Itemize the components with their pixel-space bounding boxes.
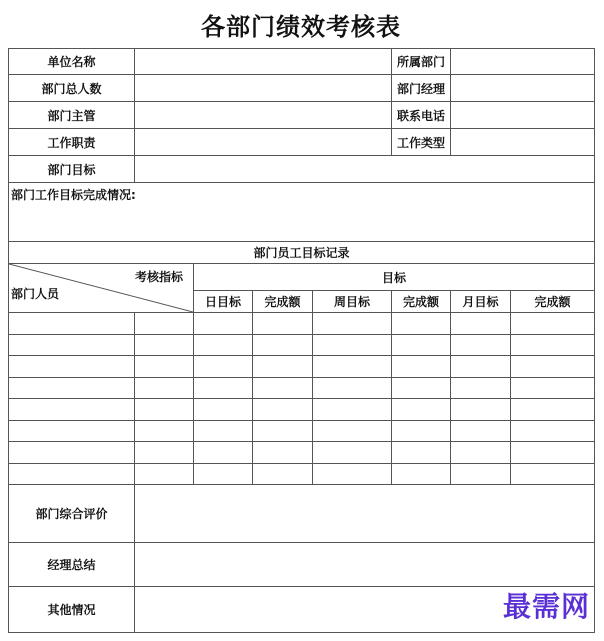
evaluation-table xyxy=(8,48,595,633)
label-manager: 部门经理 xyxy=(392,75,451,102)
record-cell[interactable] xyxy=(253,334,313,356)
label-work-type: 工作类型 xyxy=(392,129,451,156)
record-cell[interactable] xyxy=(9,334,135,356)
record-cell[interactable] xyxy=(511,463,595,485)
record-cell[interactable] xyxy=(313,420,392,442)
col-month-done: 完成额 xyxy=(511,291,595,313)
record-cell[interactable] xyxy=(9,399,135,421)
record-cell[interactable] xyxy=(194,377,253,399)
record-cell[interactable] xyxy=(511,377,595,399)
record-cell[interactable] xyxy=(392,313,451,335)
col-month-target: 月目标 xyxy=(451,291,511,313)
record-cell[interactable] xyxy=(194,313,253,335)
record-cell[interactable] xyxy=(392,420,451,442)
record-cell[interactable] xyxy=(392,463,451,485)
value-dept[interactable] xyxy=(451,49,595,75)
record-cell[interactable] xyxy=(392,442,451,464)
record-cell[interactable] xyxy=(511,399,595,421)
record-cell[interactable] xyxy=(253,313,313,335)
record-cell[interactable] xyxy=(511,442,595,464)
record-cell[interactable] xyxy=(253,399,313,421)
record-cell[interactable] xyxy=(135,399,194,421)
record-cell[interactable] xyxy=(194,463,253,485)
label-supervisor: 部门主管 xyxy=(9,102,135,129)
record-cell[interactable] xyxy=(451,334,511,356)
record-cell[interactable] xyxy=(9,377,135,399)
record-cell[interactable] xyxy=(9,463,135,485)
table-row xyxy=(9,313,595,335)
completion-section[interactable] xyxy=(9,183,595,242)
record-cell[interactable] xyxy=(392,377,451,399)
watermark-logo: 最需网 xyxy=(502,590,590,623)
record-cell[interactable] xyxy=(392,334,451,356)
table-row xyxy=(9,463,595,485)
record-cell[interactable] xyxy=(135,420,194,442)
label-unit-name: 单位名称 xyxy=(9,49,135,75)
table-row xyxy=(9,334,595,356)
record-cell[interactable] xyxy=(135,463,194,485)
record-cell[interactable] xyxy=(9,313,135,335)
record-cell[interactable] xyxy=(451,442,511,464)
record-cell[interactable] xyxy=(135,356,194,378)
record-header: 部门员工目标记录 xyxy=(9,242,595,264)
record-cell[interactable] xyxy=(313,442,392,464)
record-cell[interactable] xyxy=(9,356,135,378)
record-cell[interactable] xyxy=(511,356,595,378)
diag-bottom-label: 部门人员 xyxy=(11,287,60,301)
record-cell[interactable] xyxy=(253,463,313,485)
record-cell[interactable] xyxy=(511,420,595,442)
record-cell[interactable] xyxy=(313,463,392,485)
label-dept: 所属部门 xyxy=(392,49,451,75)
record-cell[interactable] xyxy=(313,377,392,399)
record-cell[interactable] xyxy=(511,313,595,335)
record-cell[interactable] xyxy=(451,420,511,442)
label-headcount: 部门总人数 xyxy=(9,75,135,102)
record-cell[interactable] xyxy=(194,420,253,442)
value-goal[interactable] xyxy=(135,156,595,183)
record-cell[interactable] xyxy=(194,356,253,378)
record-cell[interactable] xyxy=(135,442,194,464)
record-cell[interactable] xyxy=(313,399,392,421)
record-cell[interactable] xyxy=(451,399,511,421)
diag-top-label: 考核指标 xyxy=(134,270,183,284)
record-cell[interactable] xyxy=(194,399,253,421)
value-headcount[interactable] xyxy=(135,75,392,102)
value-work-type[interactable] xyxy=(451,129,595,156)
record-cell[interactable] xyxy=(253,420,313,442)
record-cell[interactable] xyxy=(9,442,135,464)
record-cell[interactable] xyxy=(253,377,313,399)
table-row xyxy=(9,377,595,399)
col-day-target: 日目标 xyxy=(194,291,253,313)
summary-label: 经理总结 xyxy=(9,543,135,587)
value-unit-name[interactable] xyxy=(135,49,392,75)
value-duty[interactable] xyxy=(135,129,392,156)
label-phone: 联系电话 xyxy=(392,102,451,129)
performance-sheet xyxy=(8,10,594,633)
record-cell[interactable] xyxy=(135,334,194,356)
eval-value[interactable] xyxy=(135,485,595,543)
record-cell[interactable] xyxy=(313,356,392,378)
record-cell[interactable] xyxy=(511,334,595,356)
record-cell[interactable] xyxy=(253,442,313,464)
table-row xyxy=(9,442,595,464)
col-week-target: 周目标 xyxy=(313,291,392,313)
record-cell[interactable] xyxy=(135,377,194,399)
record-cell[interactable] xyxy=(253,356,313,378)
record-cell[interactable] xyxy=(194,334,253,356)
record-cell[interactable] xyxy=(451,313,511,335)
target-header: 目标 xyxy=(194,264,595,291)
record-cell[interactable] xyxy=(392,399,451,421)
table-row xyxy=(9,356,595,378)
sheet-title: 各部门绩效考核表 xyxy=(201,13,401,41)
value-supervisor[interactable] xyxy=(135,102,392,129)
table-row xyxy=(9,420,595,442)
col-day-done: 完成额 xyxy=(253,291,313,313)
record-cell[interactable] xyxy=(313,334,392,356)
col-week-done: 完成额 xyxy=(392,291,451,313)
value-phone[interactable] xyxy=(451,102,595,129)
record-cell[interactable] xyxy=(392,356,451,378)
eval-label: 部门综合评价 xyxy=(9,485,135,543)
diagonal-header xyxy=(9,264,194,313)
record-cell[interactable] xyxy=(9,420,135,442)
summary-value[interactable] xyxy=(135,543,595,587)
completion-label: 部门工作目标完成情况: xyxy=(11,188,136,202)
record-cell[interactable] xyxy=(135,313,194,335)
label-goal: 部门目标 xyxy=(9,156,135,183)
other-label: 其他情况 xyxy=(9,587,135,633)
label-duty: 工作职责 xyxy=(9,129,135,156)
record-rows xyxy=(9,313,595,485)
value-manager[interactable] xyxy=(451,75,595,102)
record-cell[interactable] xyxy=(451,377,511,399)
record-cell[interactable] xyxy=(194,442,253,464)
record-cell[interactable] xyxy=(451,463,511,485)
record-cell[interactable] xyxy=(313,313,392,335)
table-row xyxy=(9,399,595,421)
record-cell[interactable] xyxy=(451,356,511,378)
